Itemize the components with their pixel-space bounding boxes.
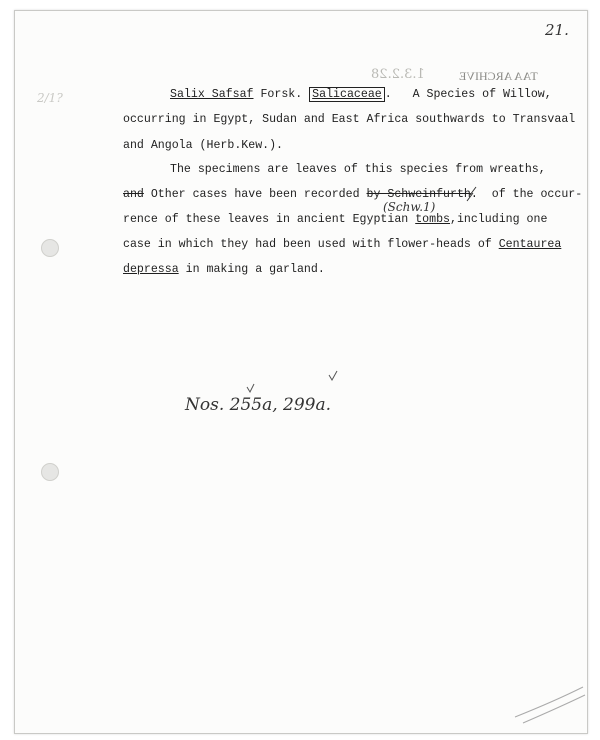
family-name: Salicaceae bbox=[312, 88, 382, 101]
para2-line4-a: case in which they had been used with flower-heads of bbox=[123, 238, 499, 251]
species-author: Forsk. bbox=[253, 88, 310, 101]
tick-mark-1 bbox=[247, 384, 254, 392]
para2-line3-a: rence of these leaves in ancient Egyptian bbox=[123, 213, 416, 226]
stamp-date: 1.3.2.28 bbox=[371, 67, 425, 82]
para1-line1-rest: . A Species of Willow, bbox=[384, 88, 552, 101]
tick-mark-2 bbox=[329, 371, 337, 380]
para2-line1: The specimens are leaves of this species from wreaths, bbox=[170, 163, 546, 176]
struck-schweinfurth: by Schweinfurth bbox=[366, 188, 471, 201]
stamp-archive: TAA ARCHIVE bbox=[459, 69, 538, 83]
para2-line5-b: in making a garland. bbox=[178, 263, 325, 276]
pen-marks bbox=[15, 11, 587, 733]
margin-note: 2/1? bbox=[37, 91, 63, 105]
handwritten-numbers: Nos. 255a, 299a. bbox=[185, 395, 332, 415]
handwritten-insert: (Schw.1) bbox=[383, 200, 436, 214]
para1-line2: occurring in Egypt, Sudan and East Africa southwards to Transvaal bbox=[123, 113, 576, 126]
page-number: 21. bbox=[545, 21, 569, 39]
para1-line3: and Angola (Herb.Kew.). bbox=[123, 139, 284, 152]
word-centaurea: Centaurea bbox=[498, 238, 562, 251]
document-page bbox=[14, 10, 588, 734]
word-tombs: tombs bbox=[415, 213, 451, 226]
para2-line2-b: . of the occur- bbox=[470, 188, 583, 201]
corner-scuff bbox=[515, 687, 585, 723]
species-name: Salix Safsaf bbox=[170, 88, 254, 101]
para2-line2-a: Other cases have been recorded bbox=[143, 188, 367, 201]
para2-line3-b: ,including one bbox=[450, 213, 548, 226]
struck-and: and bbox=[123, 188, 144, 201]
word-depressa: depressa bbox=[123, 263, 179, 276]
caret-mark bbox=[467, 187, 476, 201]
